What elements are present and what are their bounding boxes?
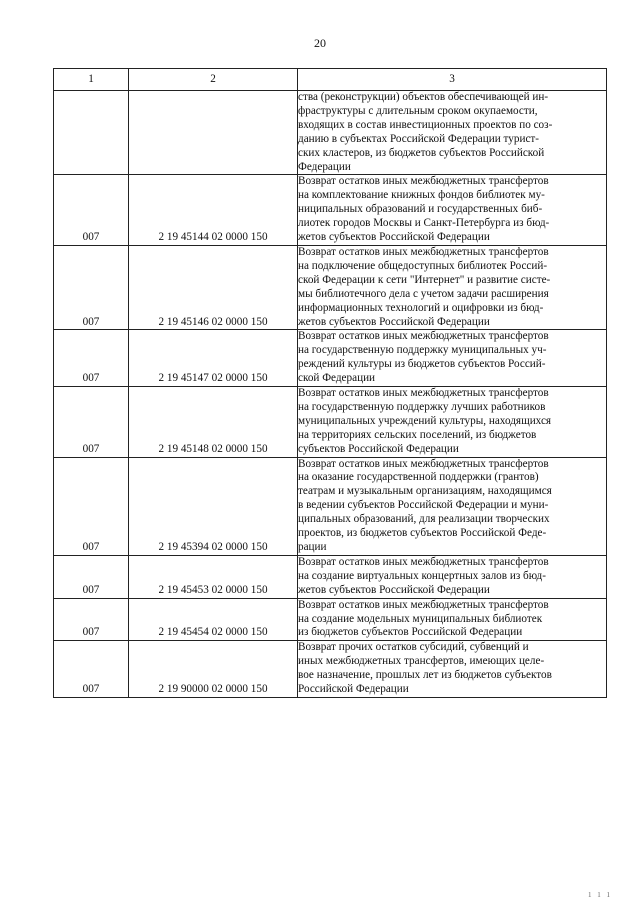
description-line: вое назначение, прошлых лет из бюджетов субъектов [298, 669, 552, 682]
description-line: ских кластеров, из бюджетов субъектов Российской [298, 146, 545, 159]
corner-mark: 1 1 1 [588, 891, 612, 899]
description-line: на комплектование книжных фондов библиотек му- [298, 189, 545, 202]
description-line: ской Федерации к сети "Интернет" и развитие систе- [298, 273, 551, 286]
admin-code-cell: 007 [54, 175, 129, 246]
description-line: Федерации [298, 160, 351, 173]
description-cell [298, 175, 607, 246]
description-cell [298, 387, 607, 458]
description-line: ской Федерации [298, 372, 376, 385]
description-line: Возврат остатков иных межбюджетных трансфертов [298, 598, 549, 611]
table-row [54, 245, 607, 329]
description-line: Российской Федерации [298, 683, 409, 696]
description-line: рации [298, 541, 327, 553]
description-line: ства (реконструкции) объектов обеспечивающей ин- [298, 91, 549, 103]
page-number: 20 [314, 36, 326, 50]
description-cell [298, 245, 607, 329]
description-line: ниципальных образований и государственных биб- [298, 203, 543, 216]
admin-code-cell: 007 [54, 330, 129, 387]
description-line: лиотек городов Москвы и Санкт-Петербурга из бюд- [298, 217, 550, 230]
description-line: Возврат остатков иных межбюджетных трансфертов [298, 387, 549, 400]
table-row [54, 91, 607, 175]
description-line: данию в субъектах Российской Федерации турист- [298, 132, 540, 145]
admin-code-cell: 007 [54, 641, 129, 698]
budget-code-cell: 2 19 45453 02 0000 150 [129, 555, 298, 598]
description-cell [298, 457, 607, 555]
description-cell [298, 91, 607, 175]
description-line: субъектов Российской Федерации [298, 442, 459, 455]
description-line: Возврат остатков иных межбюджетных трансфертов [298, 555, 549, 568]
table-row [54, 555, 607, 598]
admin-code-cell: 007 [54, 555, 129, 598]
budget-code-cell: 2 19 45454 02 0000 150 [129, 598, 298, 641]
description-line: в ведении субъектов Российской Федерации и муни- [298, 499, 549, 512]
admin-code-cell: 007 [54, 598, 129, 641]
description-line: ципальных образований, для реализации творческих [298, 513, 550, 526]
description-line: Возврат остатков иных межбюджетных трансфертов [298, 175, 549, 188]
table-row [54, 330, 607, 387]
description-cell [298, 641, 607, 698]
description-line: муниципальных учреждений культуры, находящихся [298, 414, 552, 427]
description-line: жетов субъектов Российской Федерации [298, 583, 490, 596]
table-row [54, 175, 607, 246]
header-col-2: 2 [129, 69, 298, 91]
header-col-1: 1 [54, 69, 129, 91]
description-line: на подключение общедоступных библиотек Россий- [298, 259, 548, 272]
budget-code-cell: 2 19 90000 02 0000 150 [129, 641, 298, 698]
budget-code-cell: 2 19 45148 02 0000 150 [129, 387, 298, 458]
description-line: на государственную поддержку лучших работников [298, 400, 546, 413]
description-line: фраструктуры с длительным сроком окупаемости, [298, 104, 538, 117]
description-line: жетов субъектов Российской Федерации [298, 231, 490, 244]
description-line: входящих в состав инвестиционных проектов по соз- [298, 118, 553, 131]
budget-code-cell: 2 19 45394 02 0000 150 [129, 457, 298, 555]
budget-code-cell: 2 19 45146 02 0000 150 [129, 245, 298, 329]
header-row [54, 69, 607, 91]
admin-code-cell: 007 [54, 387, 129, 458]
description-line: Возврат остатков иных межбюджетных трансфертов [298, 245, 549, 258]
admin-code-cell: 007 [54, 457, 129, 555]
table-row [54, 641, 607, 698]
description-line: мы библиотечного дела с учетом задачи расширения [298, 287, 549, 300]
table-row [54, 387, 607, 458]
description-line: на оказание государственной поддержки (грантов) [298, 471, 539, 484]
table-row [54, 598, 607, 641]
table-body [54, 91, 607, 698]
description-line: Возврат остатков иных межбюджетных трансфертов [298, 330, 549, 343]
description-cell [298, 330, 607, 387]
budget-code-cell: 2 19 45144 02 0000 150 [129, 175, 298, 246]
description-line: иных межбюджетных трансфертов, имеющих целе- [298, 655, 545, 668]
description-line: театрам и музыкальным организациям, находящимся [298, 485, 552, 498]
table-row [54, 457, 607, 555]
description-line: на создание модельных муниципальных библиотек [298, 612, 543, 625]
description-line: проектов, из бюджетов субъектов Российской Феде- [298, 527, 547, 540]
description-line: из бюджетов субъектов Российской Федерации [298, 626, 523, 639]
description-line: реждений культуры из бюджетов субъектов Россий- [298, 358, 546, 371]
description-line: Возврат прочих остатков субсидий, субвенций и [298, 641, 529, 654]
description-line: на территориях сельских поселений, из бюджетов [298, 428, 537, 441]
admin-code-cell: 007 [54, 245, 129, 329]
description-line: на создание виртуальных концертных залов из бюд- [298, 569, 546, 582]
description-cell [298, 555, 607, 598]
budget-table [53, 68, 607, 698]
table-header [54, 69, 607, 91]
description-line: информационных технологий и оцифровки из бюд- [298, 301, 544, 314]
description-cell [298, 598, 607, 641]
budget-code-cell [129, 91, 298, 175]
description-line: жетов субъектов Российской Федерации [298, 315, 490, 328]
header-col-3: 3 [298, 69, 607, 91]
budget-code-cell: 2 19 45147 02 0000 150 [129, 330, 298, 387]
description-line: на государственную поддержку муниципальных уч- [298, 344, 547, 357]
admin-code-cell [54, 91, 129, 175]
description-line: Возврат остатков иных межбюджетных трансфертов [298, 457, 549, 470]
